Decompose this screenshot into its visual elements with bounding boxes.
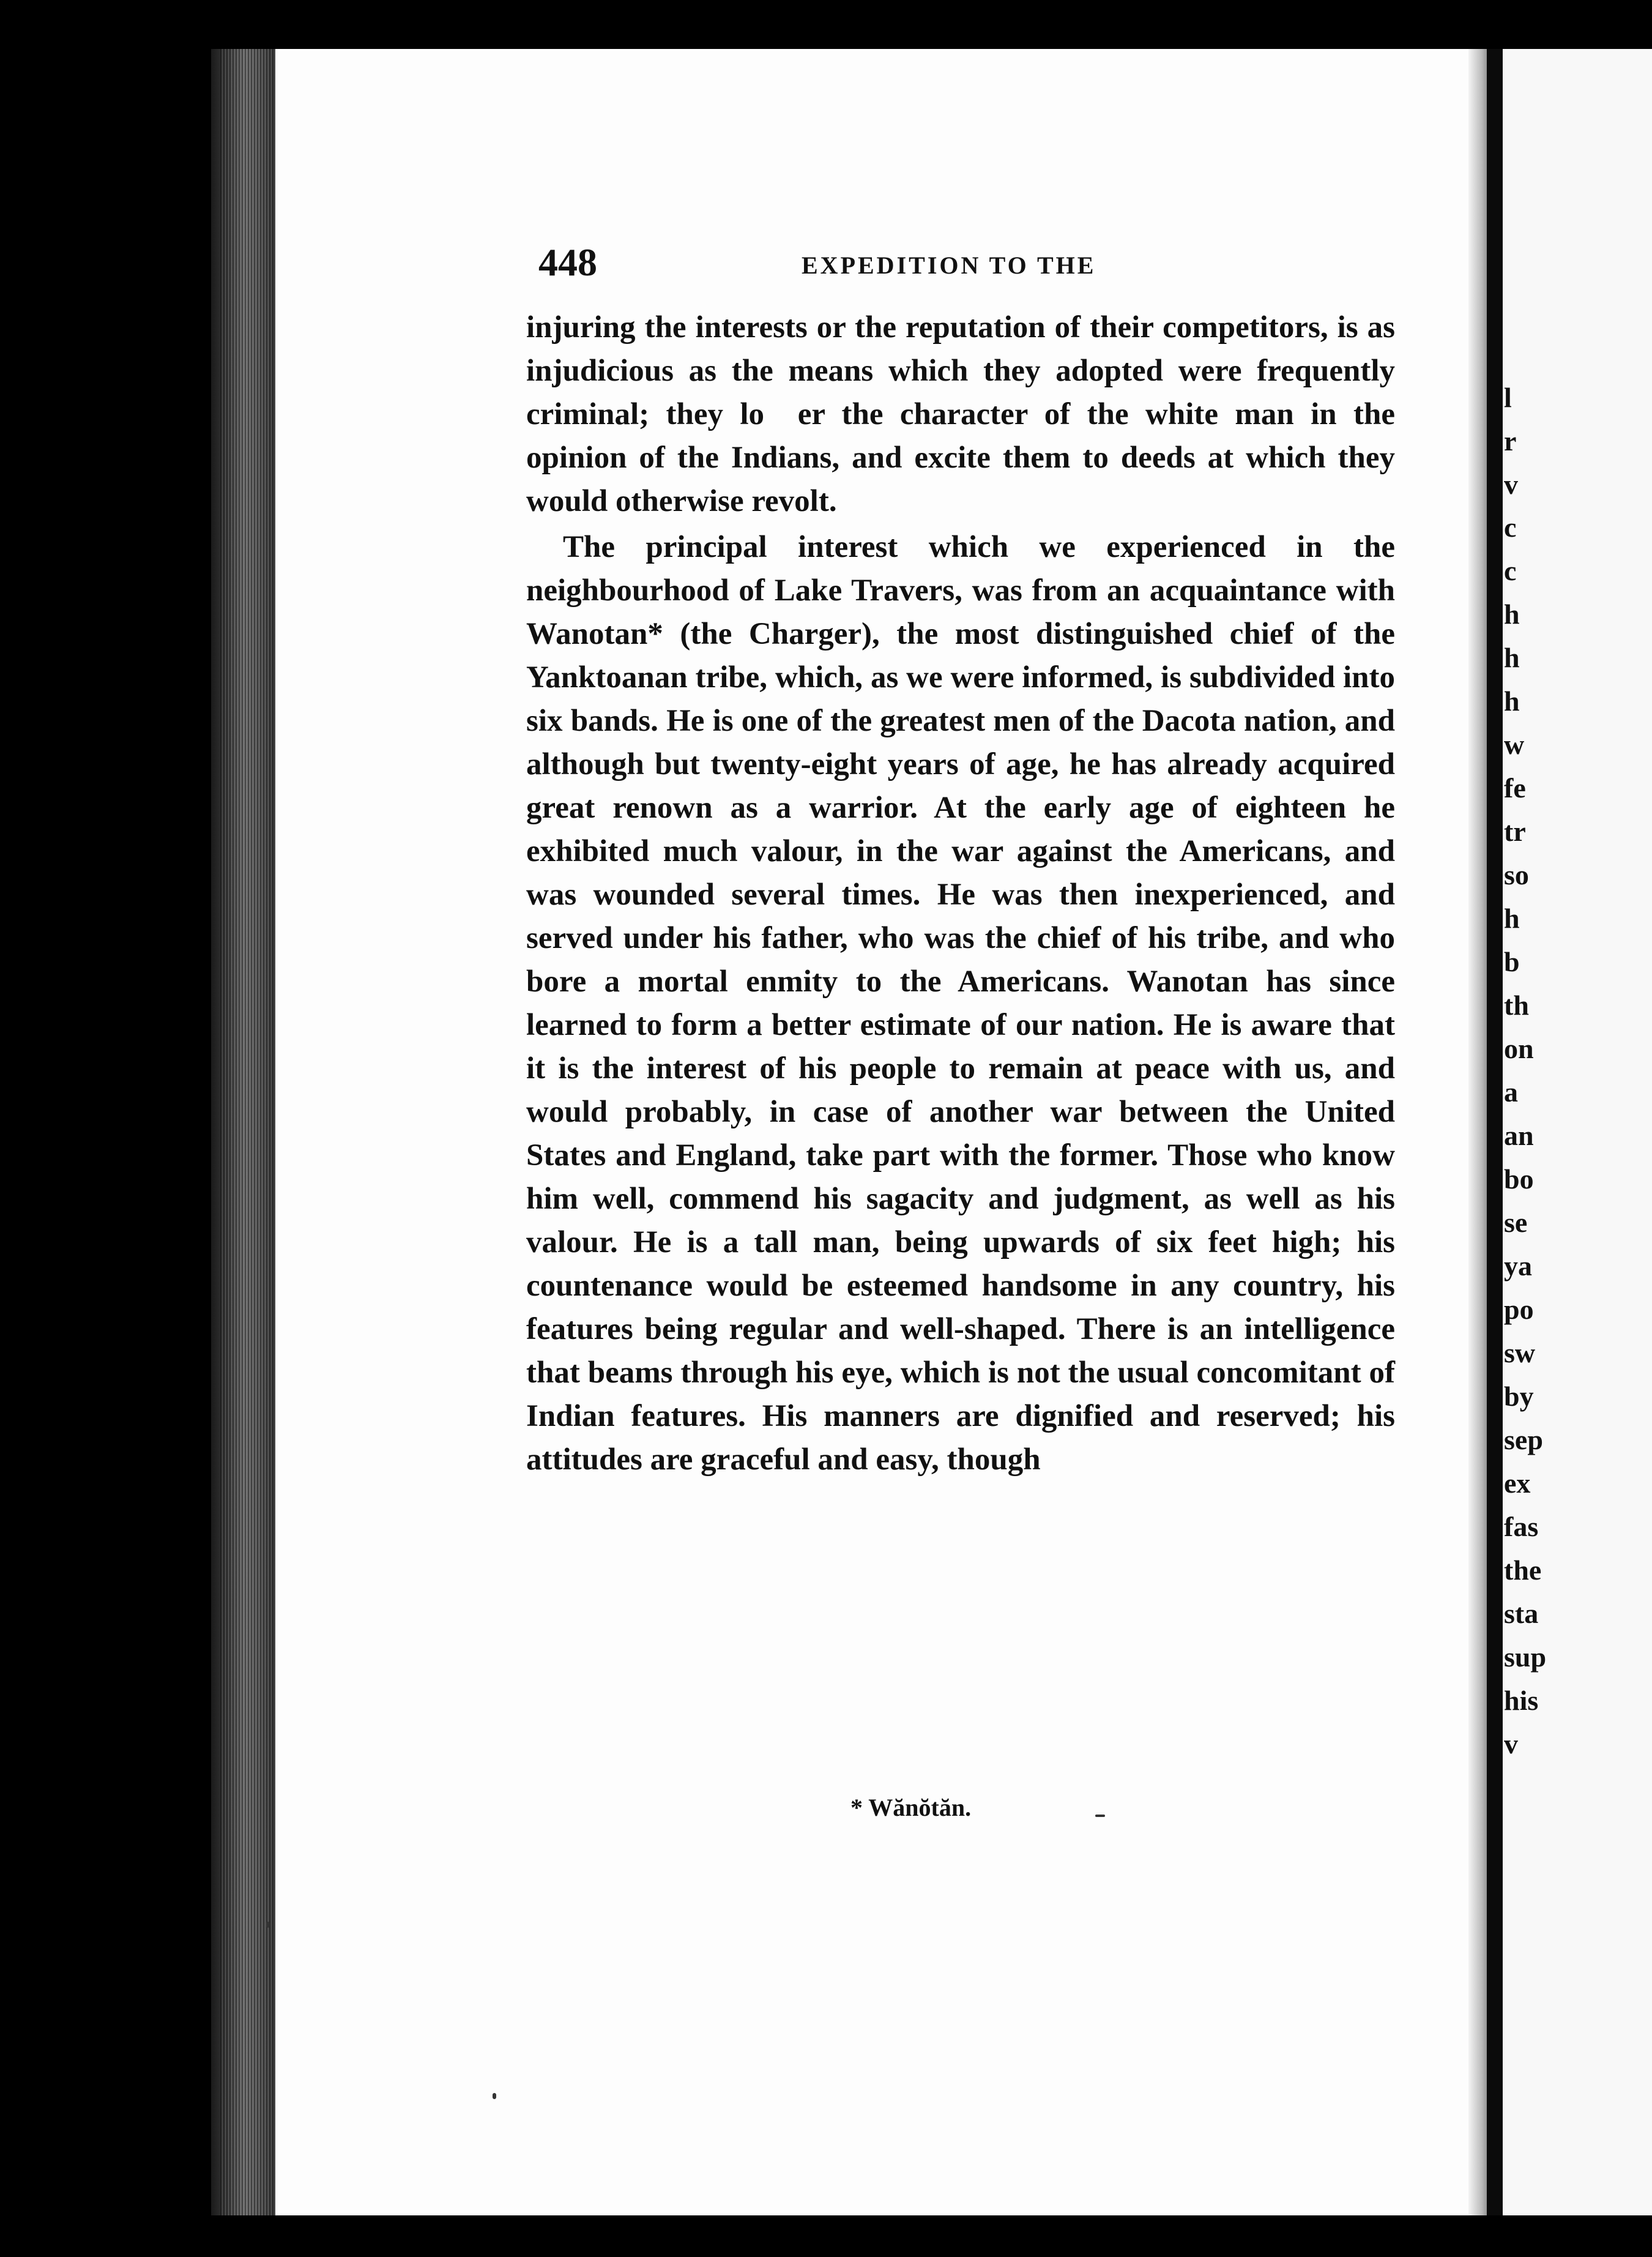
facing-fragment: w <box>1504 729 1525 760</box>
running-head: EXPEDITION TO THE <box>802 252 1096 279</box>
paragraph-2: The principal interest which we experienced in the neighbourhood of Lake Travers, was from an acquaintance with Wanotan* (the Charger), the most distinguished chief of the Yanktoanan tribe, which, as we were informed, is subdivided into six bands. He is one of the greatest men of the Dacota nation, and although but twenty-eight years of age, he has already acquired great renown as a warrior. At the early age of eighteen he exhibited much valour, in the war against the Americans, and was wounded several times. He was then inexperienced, and served under his father, who was the chief of his tribe, and who bore a mortal enmity to the Americans. Wanotan has since learned to form a better estimate of our nation. He is aware that it is the interest of his people to remain at peace with us, and would probably, in case of another war between the United States and England, take part with the former. Those who know him well, commend his sagacity and judgment, as well as his valour. He is a tall man, being upwards of six feet high; his countenance would be esteemed handsome in any country, his features being regular and well-shaped. There is an intelligence that beams through his eye, which is not the usual concomitant of Indian features. His manners are dignified and reserved; his attitudes are graceful and easy, though <box>526 530 1395 1477</box>
facing-fragment: ya <box>1504 1250 1532 1281</box>
facing-fragment: fas <box>1504 1511 1539 1542</box>
facing-fragment: bo <box>1504 1163 1534 1195</box>
facing-fragment: se <box>1504 1207 1528 1238</box>
facing-fragment: b <box>1504 946 1520 977</box>
facing-fragment: sta <box>1504 1598 1539 1629</box>
facing-fragment: th <box>1504 990 1529 1021</box>
ink-speck <box>493 2093 496 2099</box>
facing-fragment: c <box>1504 512 1517 543</box>
facing-fragment: h <box>1504 685 1520 717</box>
facing-fragment: a <box>1504 1076 1518 1108</box>
facing-fragment: sup <box>1504 1641 1547 1673</box>
facing-fragment: his <box>1504 1685 1539 1716</box>
facing-fragment: h <box>1504 642 1520 673</box>
facing-fragment: an <box>1504 1120 1534 1151</box>
ink-speck <box>266 1922 270 1928</box>
facing-fragment: sep <box>1504 1424 1543 1455</box>
facing-fragment: sw <box>1504 1337 1536 1368</box>
facing-fragment: h <box>1504 599 1520 630</box>
facing-fragment: by <box>1504 1381 1534 1412</box>
body-text <box>526 306 1395 1482</box>
ink-speck <box>1095 1815 1105 1817</box>
facing-fragment: ex <box>1504 1468 1531 1499</box>
facing-fragment: fe <box>1504 772 1526 804</box>
facing-fragment: v <box>1504 1728 1518 1759</box>
page-number: 448 <box>538 241 597 284</box>
footnote: * Wănŏtăn. <box>850 1794 972 1821</box>
facing-fragment: tr <box>1504 816 1526 847</box>
facing-fragment: the <box>1504 1554 1542 1586</box>
facing-fragment: l <box>1504 382 1512 413</box>
facing-fragment: so <box>1504 859 1529 890</box>
paragraph-1: injuring the interests or the reputation of their competitors, is as injudicious as the means which they adopted were frequently criminal; they lo er the character of the white man in the opinion of the Indians, and excite them to deeds at which they would otherwise revolt. <box>526 310 1395 518</box>
facing-fragment: c <box>1504 555 1517 586</box>
facing-fragment: v <box>1504 469 1518 500</box>
book-binding <box>1487 49 1503 2215</box>
facing-page <box>1503 49 1652 2215</box>
facing-fragment: h <box>1504 903 1520 934</box>
facing-fragment: r <box>1504 425 1517 457</box>
page-edge-stripes <box>220 49 275 2215</box>
facing-fragment: po <box>1504 1294 1534 1325</box>
page-header <box>538 240 1407 289</box>
facing-fragment: on <box>1504 1033 1534 1064</box>
